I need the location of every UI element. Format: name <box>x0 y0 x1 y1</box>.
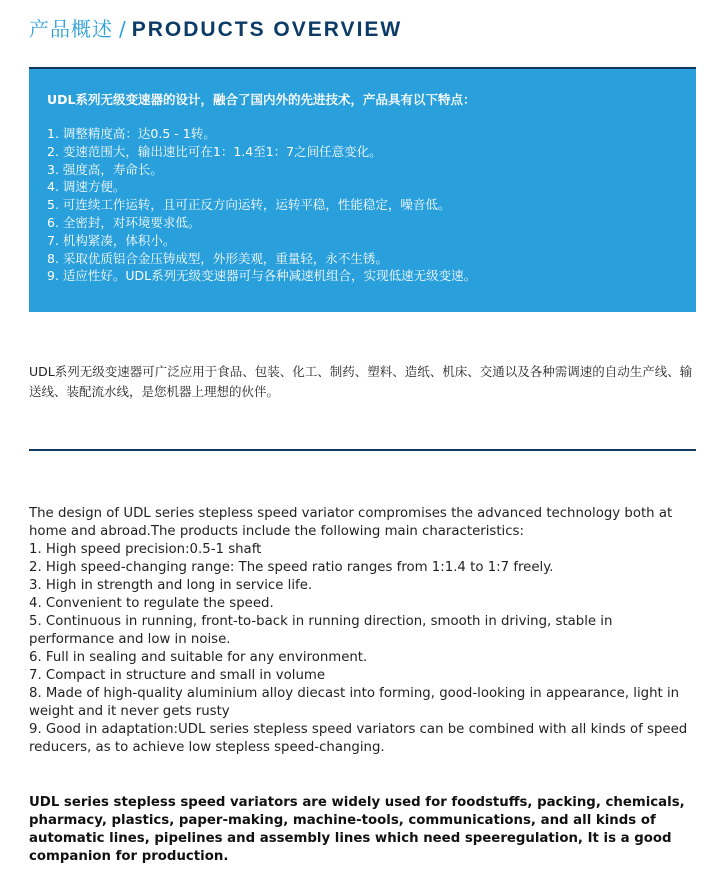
page-title-cn: 产品概述 <box>29 17 113 41</box>
english-feature-item: 1. High speed precision:0.5-1 shaft <box>29 542 262 557</box>
applications-cn: UDL系列无级变速器可广泛应用于食品、包装、化工、制药、塑料、造纸、机床、交通以及各种需调速的自动生产线、输送线、装配流水线，是您机器上理想的伙伴。 <box>29 364 693 399</box>
feature-item: 1. 调整精度高：达0.5 - 1转。 <box>47 126 216 141</box>
features-intro: UDL系列无级变速器的设计，融合了国内外的先进技术，产品具有以下特点： <box>47 92 476 107</box>
english-feature-item: 2. High speed-changing range: The speed ratio ranges from 1:1.4 to 1:7 freely. <box>29 560 554 575</box>
middle-divider <box>29 449 696 451</box>
english-feature-item: 8. Made of high-quality aluminium alloy diecast into forming, good-looking in appearance, light in weight and it never gets rusty <box>29 686 680 719</box>
features-list <box>47 125 678 285</box>
english-features-list <box>29 541 699 757</box>
english-description <box>29 505 699 757</box>
title-separator: / <box>119 17 126 41</box>
english-applications: UDL series stepless speed variators are widely used for foodstuffs, packing, chemicals, pharmacy, plastics, paper-making, machine-tools, communications, and all kinds of automatic lines, pipelines and assembly lines which need speeregulation, It is a good companion for production. <box>29 795 685 864</box>
english-feature-item: 9. Good in adaptation:UDL series stepless speed variators can be combined with all kinds of speed reducers, as to achieve low stepless speed-changing. <box>29 722 688 755</box>
english-feature-item: 7. Compact in structure and small in volume <box>29 668 326 683</box>
english-feature-item: 5. Continuous in running, front-to-back in running direction, smooth in driving, stable in performance and low in noise. <box>29 614 613 647</box>
feature-item: 2. 变速范围大，输出速比可在1：1.4至1：7之间任意变化。 <box>47 143 382 159</box>
feature-item: 6. 全密封，对环境要求低。 <box>47 214 201 230</box>
english-feature-item: 6. Full in sealing and suitable for any environment. <box>29 650 368 665</box>
feature-item: 7. 机构紧凑，体积小。 <box>47 232 176 248</box>
features-box <box>29 69 696 312</box>
english-intro: The design of UDL series stepless speed variator compromises the advanced technology both at home and abroad.The products include the following main characteristics: <box>29 506 673 539</box>
feature-item: 3. 强度高，寿命长。 <box>47 161 163 177</box>
feature-item: 5. 可连续工作运转，且可正反方向运转，运转平稳，性能稳定，噪音低。 <box>47 197 451 213</box>
page-title-en: PRODUCTS OVERVIEW <box>131 18 403 41</box>
feature-item: 9. 适应性好。UDL系列无级变速器可与各种减速机组合，实现低速无级变速。 <box>47 268 477 284</box>
feature-item: 4. 调速方便。 <box>47 179 126 195</box>
feature-item: 8. 采取优质铝合金压铸成型，外形美观，重量轻，永不生锈。 <box>47 250 388 266</box>
english-feature-item: 4. Convenient to regulate the speed. <box>29 596 274 611</box>
page-title <box>29 15 402 43</box>
english-feature-item: 3. High in strength and long in service life. <box>29 578 313 593</box>
